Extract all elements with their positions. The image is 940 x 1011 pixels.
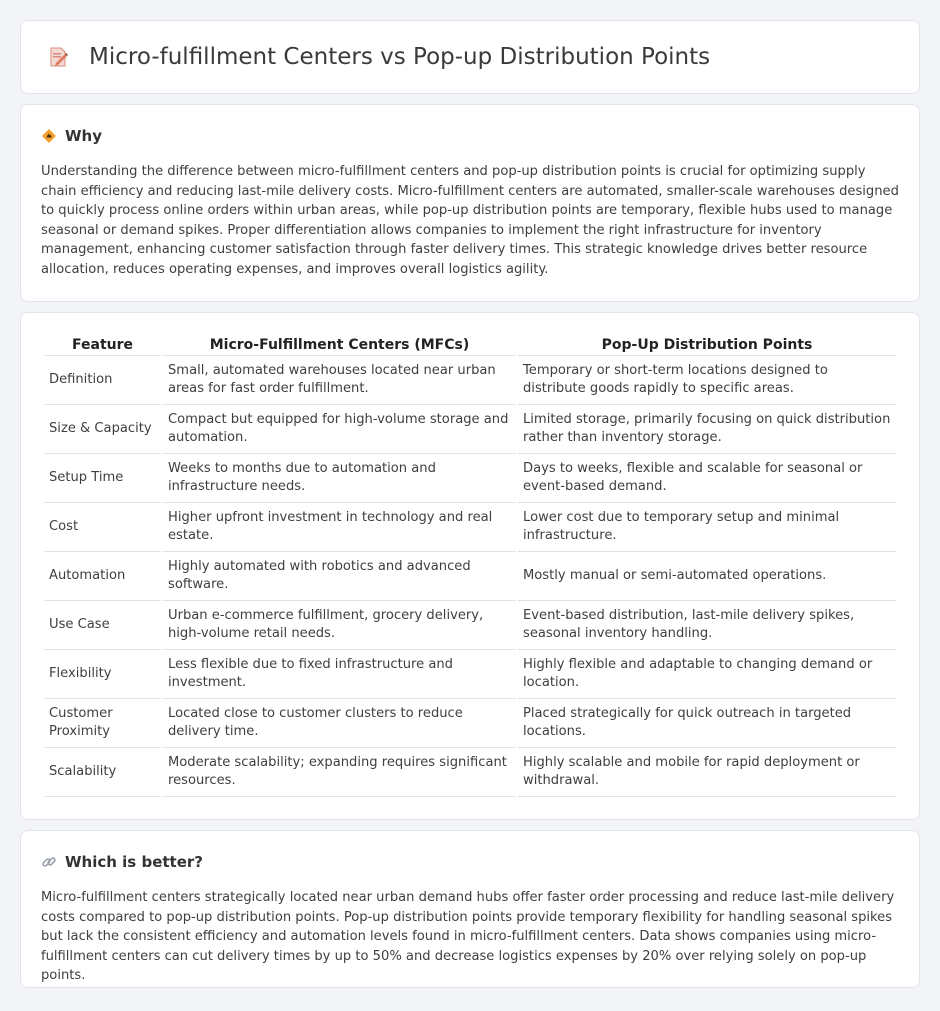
table-cell-feature: Definition (44, 356, 161, 405)
table-cell-mfc: Urban e-commerce fulfillment, grocery delivery, high-volume retail needs. (163, 601, 516, 650)
table-row (44, 650, 896, 699)
table-cell-feature: Size & Capacity (44, 405, 161, 454)
table-cell-feature: Setup Time (44, 454, 161, 503)
better-header (41, 853, 899, 871)
table-row (44, 601, 896, 650)
table-cell-popup: Temporary or short-term locations designed to distribute goods rapidly to specific areas. (518, 356, 896, 405)
table-row (44, 454, 896, 503)
title-card (20, 20, 920, 94)
table-cell-mfc: Less flexible due to fixed infrastructure and investment. (163, 650, 516, 699)
page-title: Micro-fulfillment Centers vs Pop-up Distribution Points (89, 44, 711, 70)
better-text: Micro-fulfillment centers strategically located near urban demand hubs offer faster order processing and reduce last-mile delivery costs compared to pop-up distribution points. Pop-up distribution points provide temporary flexibility for handling seasonal spikes but lack the consistent efficiency and automation levels found in micro-fulfillment centers. Data shows companies using micro-fulfillment centers can cut delivery times by up to 50% and decrease logistics expenses by 20% over relying solely on pop-up points. (41, 890, 895, 983)
better-title: Which is better? (65, 853, 203, 871)
warning-sign-icon (41, 128, 57, 144)
table-cell-popup: Limited storage, primarily focusing on quick distribution rather than inventory storage. (518, 405, 896, 454)
table-header-mfc: Micro-Fulfillment Centers (MFCs) (163, 333, 516, 356)
table-cell-mfc: Compact but equipped for high-volume storage and automation. (163, 405, 516, 454)
table-cell-popup: Placed strategically for quick outreach in targeted locations. (518, 699, 896, 748)
why-header (41, 127, 899, 145)
table-cell-feature: Cost (44, 503, 161, 552)
table-cell-mfc: Small, automated warehouses located near urban areas for fast order fulfillment. (163, 356, 516, 405)
table-cell-mfc: Moderate scalability; expanding requires significant resources. (163, 748, 516, 797)
table-row (44, 503, 896, 552)
table-row (44, 356, 896, 405)
table-cell-mfc: Higher upfront investment in technology and real estate. (163, 503, 516, 552)
table-cell-popup: Event-based distribution, last-mile delivery spikes, seasonal inventory handling. (518, 601, 896, 650)
table-cell-feature: Use Case (44, 601, 161, 650)
table-cell-popup: Highly scalable and mobile for rapid deployment or withdrawal. (518, 748, 896, 797)
table-cell-mfc: Located close to customer clusters to reduce delivery time. (163, 699, 516, 748)
table-cell-feature: Automation (44, 552, 161, 601)
table-cell-popup: Days to weeks, flexible and scalable for seasonal or event-based demand. (518, 454, 896, 503)
comparison-section (20, 312, 920, 820)
table-row (44, 699, 896, 748)
table-header-row (44, 333, 896, 356)
table-row (44, 552, 896, 601)
table-row (44, 748, 896, 797)
why-title: Why (65, 127, 103, 145)
table-cell-mfc: Highly automated with robotics and advanced software. (163, 552, 516, 601)
table-header-popup: Pop-Up Distribution Points (518, 333, 896, 356)
why-text: Understanding the difference between micro-fulfillment centers and pop-up distribution points is crucial for optimizing supply chain efficiency and reducing last-mile delivery costs. Micro-fulfillment centers are automated, smaller-scale warehouses designed to quickly process online orders within urban areas, while pop-up distribution points are temporary, flexible hubs used to manage seasonal or demand spikes. Proper differentiation allows companies to implement the right infrastructure for inventory management, enhancing customer satisfaction through faster delivery times. This strategic knowledge drives better resource allocation, reduces operating expenses, and improves overall logistics agility. (41, 164, 899, 277)
table-cell-feature: Scalability (44, 748, 161, 797)
table-header-feature: Feature (44, 333, 161, 356)
table-cell-popup: Lower cost due to temporary setup and minimal infrastructure. (518, 503, 896, 552)
why-section (20, 104, 920, 302)
table-cell-mfc: Weeks to months due to automation and infrastructure needs. (163, 454, 516, 503)
table-row (44, 405, 896, 454)
table-cell-feature: Customer Proximity (44, 699, 161, 748)
link-icon (41, 854, 57, 870)
table-cell-feature: Flexibility (44, 650, 161, 699)
which-is-better-section (20, 830, 920, 988)
table-cell-popup: Highly flexible and adaptable to changing demand or location. (518, 650, 896, 699)
table-cell-popup: Mostly manual or semi-automated operations. (518, 552, 896, 601)
comparison-table (42, 333, 898, 797)
document-pen-icon (47, 46, 69, 68)
